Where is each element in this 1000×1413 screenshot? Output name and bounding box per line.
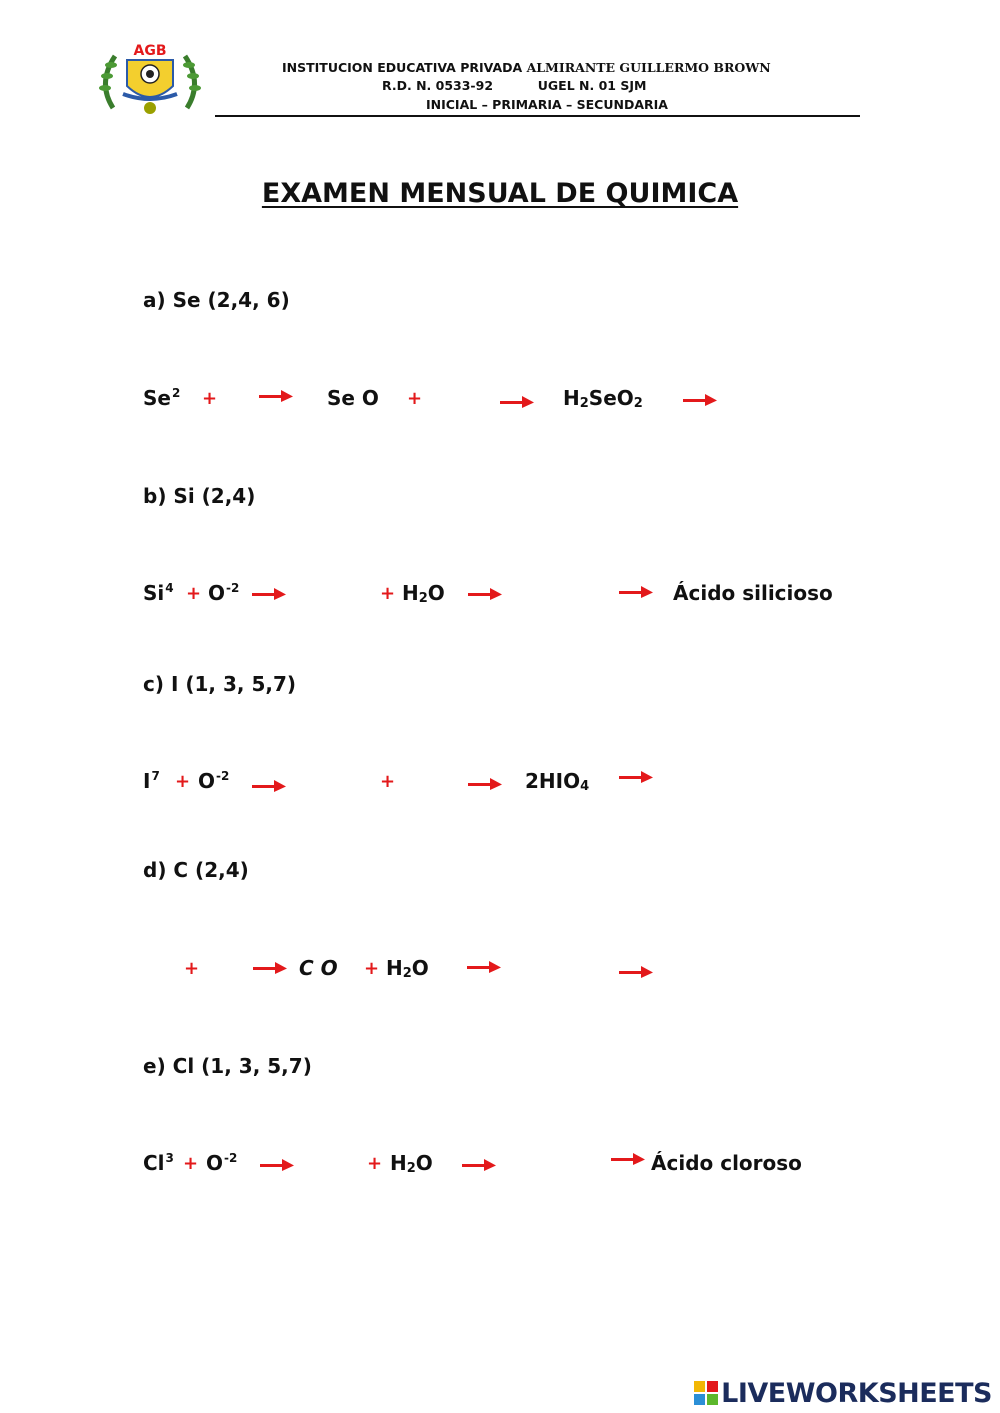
page-title: EXAMEN MENSUAL DE QUIMICA — [261, 178, 739, 209]
d-arrow-3 — [619, 966, 653, 978]
e-result-name: Ácido cloroso — [651, 1151, 802, 1175]
ugel-number: UGEL N. 01 SJM — [537, 78, 647, 93]
a-arrow-2 — [500, 396, 534, 408]
c-arrow-1 — [252, 780, 286, 792]
exercise-a-heading: a) Se (2,4, 6) — [143, 288, 290, 312]
a-reactant-se: Se$^2$ — [143, 386, 181, 410]
school-logo — [95, 38, 205, 118]
liveworksheets-wordmark: LIVEWORKSHEETS — [721, 1377, 992, 1409]
e-reactant-oxygen: $O^{-2}$ — [206, 1151, 238, 1175]
a-product-seo: Se O — [327, 386, 379, 410]
a-arrow-1 — [259, 390, 293, 402]
logo-lettering: AGB — [133, 43, 167, 59]
c-reactant-iodine: $I^7$ — [143, 769, 160, 793]
e-arrow-1 — [260, 1159, 294, 1171]
e-arrow-2 — [462, 1159, 496, 1171]
rd-number: R.D. N. 0533-92 — [382, 78, 494, 93]
b-arrow-1 — [252, 588, 286, 600]
levels-line: INICIAL – PRIMARIA – SECUNDARIA — [426, 97, 668, 112]
exercise-b-heading: b) Si (2,4) — [143, 484, 256, 508]
liveworksheets-brand — [694, 1376, 992, 1410]
a-acid-h2seo2: $H_2SeO_2$ — [563, 386, 643, 411]
d-arrow-1 — [253, 962, 287, 974]
institution-type: INSTITUCION EDUCATIVA PRIVADA — [282, 60, 523, 75]
b-reactant-si: Si$^4$ — [143, 581, 174, 605]
e-arrow-3 — [611, 1153, 645, 1165]
registration-line — [382, 78, 1000, 93]
d-plus-1: + — [184, 958, 200, 979]
institution-name: ALMIRANTE GUILLERMO BROWN — [526, 60, 771, 75]
exercise-d-heading: d) C (2,4) — [143, 858, 249, 882]
d-product-co: C O — [299, 956, 338, 980]
c-acid-hio4: $2HIO_4$ — [525, 769, 590, 794]
b-plus-2: + — [380, 583, 396, 604]
institution-line — [282, 60, 927, 75]
d-arrow-2 — [467, 961, 501, 973]
b-arrow-2 — [468, 588, 502, 600]
c-plus-2: + — [380, 771, 396, 792]
a-plus-2: + — [407, 388, 423, 409]
d-water: $H_2O$ — [386, 956, 429, 981]
d-plus-2: + — [364, 958, 380, 979]
c-arrow-2 — [468, 778, 502, 790]
c-arrow-3 — [619, 771, 653, 783]
header-rule — [215, 115, 860, 117]
e-plus-1: + — [183, 1153, 199, 1174]
b-water: $H_2O$ — [402, 581, 445, 606]
e-reactant-cl: Cl$^3$ — [143, 1151, 174, 1175]
b-plus-1: + — [186, 583, 202, 604]
exercise-e-heading: e) Cl (1, 3, 5,7) — [143, 1054, 312, 1078]
liveworksheets-logo-icon — [694, 1381, 718, 1405]
c-reactant-oxygen: $O^{-2}$ — [198, 769, 230, 793]
b-arrow-3 — [619, 586, 653, 598]
e-water: $H_2O$ — [390, 1151, 433, 1176]
c-plus-1: + — [175, 771, 191, 792]
a-plus-1: + — [202, 388, 218, 409]
a-arrow-3 — [683, 394, 717, 406]
b-result-name: Ácido silicioso — [673, 581, 833, 605]
e-plus-2: + — [367, 1153, 383, 1174]
exercise-c-heading: c) I (1, 3, 5,7) — [143, 672, 297, 696]
b-reactant-oxygen: $O^{-2}$ — [208, 581, 240, 605]
